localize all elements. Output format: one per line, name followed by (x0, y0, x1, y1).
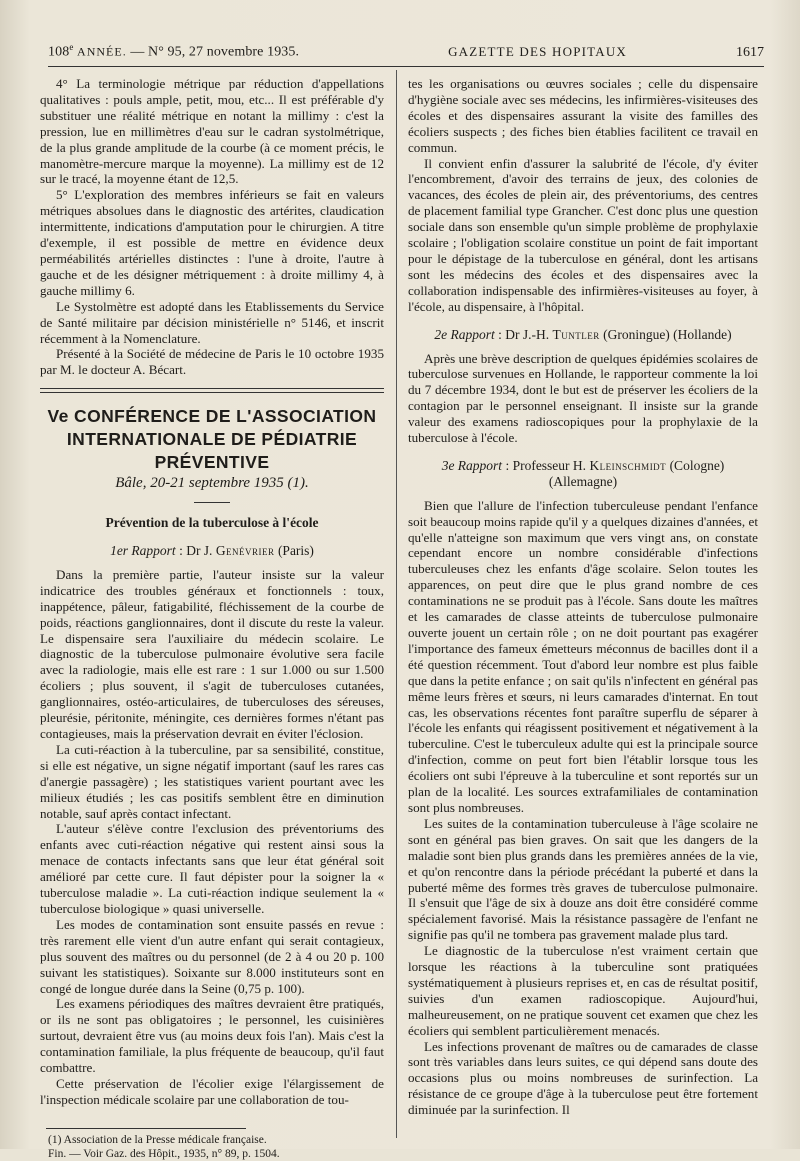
footnote: (1) Association de la Presse médicale française. (48, 1133, 267, 1146)
journal-name: GAZETTE DES HOPITAUX (448, 43, 628, 59)
paragraph: Le Systolmètre est adopté dans les Etablissements du Service de Santé militaire par décision ministérielle n° 5146, et inscrit récemment à la Nomenclature. (40, 298, 384, 346)
report-3-heading: 3e Rapport : Professeur H. Kleinschmidt (Cologne) (Allemagne) (441, 457, 725, 489)
paragraph: Bien que l'allure de l'infection tuberculeuse pendant l'enfance soit beaucoup moins rapide qu'il y a quelques dizaines d'années, et qu'elle n'atteigne son maximum que vers vingt ans, on constate cependant encore un nombre considérable d'infections tuberculeuses chez les enfants d'âge scolaire. Selon toutes les apparences, on peut dire que le plus grand nombre de ces contaminations ne se produit pas à l'école. Sans doute les maîtres et les camarades de classe atteints de tuberculose pulmonaire ouverte jouent un certain rôle ; on ne doit pourtant pas exagérer l'importance des fameux émetteurs méconnus de bacilles dont il a été question récemment. Tout d'abord leur nombre est plus faible que dans la petite enfance ; on sait qu'ils n'infectent en général pas même leurs frères et sœurs, ni leurs camarades d'internat. En tout cas, les observations récentes font paraître superflu de séparer à l'école les enfants qui réagissent positivement et négativement à la tuberculine. C'est le tuberculeux adulte qui est la principale source d'infection, comme on peut fort bien l'établir lorsque tous les écoliers ont subi l'épreuve à la tuberculine et sont reportés sur un plan de la localité. Les sources extrafamiliales de contamination sont plus nombreuses. (408, 497, 758, 815)
paragraph: Le diagnostic de la tuberculose n'est vraiment certain que lorsque les réactions à la tuberculine sont pratiquées systématiquement à plusieurs reprises et, en cas de résultat positif, suivies d'un examen radioscopique. Aujourd'hui, malheureusement, on ne pratique souvent cet examen que chez les écoliers qui semblent particulièrement menacés. (408, 943, 758, 1038)
section-separator (40, 388, 384, 393)
paragraph: 4° La terminologie métrique par réduction d'appellations qualitatives : pouls ample, petit, mou, etc... Il est préférable d'y substituer une réalité métrique en notant la millimy : c'est la pression, lue en millimètres d'eau sur le cadran systolmétrique, de la plus grande amplitude de la courbe (à ce moment précis, le manomètre-mercure marque la moyenne). La millimy est de 12 sur le tracé, la moyenne étant de 12,5. (40, 76, 384, 187)
right-column (408, 76, 758, 1118)
paragraph: La cuti-réaction à la tuberculine, par sa sensibilité, constitue, si elle est négative, un signe négatif important (sauf les rares cas d'anergie passagère) ; les statistiques varient pourtant avec les milieux étudiés ; les cas positifs semblent être en diminution notable, sauf après contact infectant. (40, 741, 384, 821)
paragraph: Présenté à la Société de médecine de Paris le 10 octobre 1935 par M. le docteur A. Bécart. (40, 346, 384, 378)
paragraph: Les infections provenant de maîtres ou de camarades de classe sont très variables dans leurs suites, ce qui dépend sans doute des occasions plus ou moins nombreuses de surinfection. La résistance de ce groupe d'âge à la tuberculose peut être fortement diminuée par la surinfection. Il (408, 1038, 758, 1118)
column-divider (396, 70, 397, 1138)
paragraph: Après une brève description de quelques épidémies scolaires de tuberculose survenues en Hollande, le rapporteur commente la loi du 7 décembre 1934, dont le but est de préserver les écoliers de la contagion par le personnel enseignant. Il insiste sur la grande valeur des examens radioscopiques pour la prophylaxie de la tuberculose à l'école. (408, 350, 758, 446)
footnote: Fin. — Voir Gaz. des Hôpit., 1935, n° 89, p. 1504. (48, 1147, 280, 1160)
conference-subtitle: Bâle, 20-21 septembre 1935 (1). (115, 475, 309, 492)
header-rule (48, 66, 764, 67)
paragraph: Cette préservation de l'écolier exige l'élargissement de l'inspection médicale scolaire par une collaboration de tou- (40, 1075, 384, 1107)
paragraph: L'auteur s'élève contre l'exclusion des préventoriums des enfants avec cuti-réaction négative qui restent ainsi sous la menace de contacts infectants sans que leur état général soit amélioré par cette cure. Il faut dépister pour la soigner la « tuberculose maladie ». La cuti-réaction indique seulement la « tuberculose biologique » quasi universelle. (40, 821, 384, 916)
paragraph: Dans la première partie, l'auteur insiste sur la valeur indicatrice des troubles généraux et fonctionnels : toux, inappétence, pâleur, fatigabilité, fléchissement de la courbe de poids, réactions ganglionnaires, dont il discute du reste la valeur. Le dispensaire sera l'auxiliaire du médecin scolaire. Le diagnostic de la tuberculose pulmonaire évolutive sera facile avec la radiologie, mais elle est rare : 1 sur 1.000 ou sur 1.500 écoliers ; plus souvent, il s'agit de tuberculoses cutanées, ganglionnaires, ostéo-articulaires, de tuberculoses des séreuses, pleurésie, péritonite, méningite, ces dernières formes n'étant pas contagieuses, mais la préservation devrait en éviter l'éclosion. (40, 566, 384, 741)
paragraph: Les examens périodiques des maîtres devraient être pratiqués, or ils ne sont pas obligatoires ; le personnel, les cuisinières surtout, devraient être vus (au moins deux fois l'an). Mais c'est la contamination familiale, la plus fréquente de beaucoup, qu'il faut combattre. (40, 996, 384, 1076)
paragraph: tes les organisations ou œuvres sociales ; celle du dispensaire d'hygiène sociale avec ses médecins, les infirmières-visiteuses des écoles et des dispensaires assurant la visite des familles des écoliers suspects ; des fiches bien établies facilitent ce travail en commun. (408, 76, 758, 155)
left-column (40, 76, 384, 1161)
paragraph: Les suites de la contamination tuberculeuse à l'âge scolaire ne sont en général pas bien graves. On sait que les dangers de la maladie sont bien plus grands dans les premières années de la vie, et qu'on rencontre dans la période précédant la puberté et dans la puberté même des formes très graves de tuberculose pulmonaire. Il s'ensuit que l'âge de six à douze ans doit être considéré comme spécialement favorisé. Mais la résistance passagère de l'enfant ne signifie pas qu'il ne tombera pas gravement malade plus tard. (408, 815, 758, 943)
paragraph: Il convient enfin d'assurer la salubrité de l'école, d'y éviter l'encombrement, d'avoir des terrains de jeux, des colonies de vacances, des écoles de plein air, des préventoriums, des centres de placement familial type Grancher. C'est donc plus une question sociale dans son ensemble qu'un simple problème de prophylaxie scolaire ; l'obligation scolaire constitue un point de fait important pour le dépistage de la tuberculose en général, dont les artisans sont les médecins des écoles et des dispensaires avec la collaboration indispensable des infirmières-visiteuses au foyer, à l'école, au dispensaire, à l'hôpital. (408, 155, 758, 314)
paragraph: Les modes de contamination sont ensuite passés en revue : très rarement elle vient d'un autre enfant qui serait contagieux, plus souvent des maîtres ou du personnel (de 2 à 4 ou 20 p. 100 suivant les statistiques). Soixante sur 8.000 instituteurs sont en congé de longue durée dans la Seine (0,75 p. 100). (40, 916, 384, 996)
short-rule (194, 502, 230, 503)
report-1-heading: 1er Rapport : Dr J. Genévrier (Paris) (110, 543, 314, 559)
issue-info: 108e ANNÉE. — N° 95, 27 novembre 1935. (48, 42, 300, 60)
conference-title: Ve CONFÉRENCE DE L'ASSOCIATION INTERNATIONALE DE PÉDIATRIE PRÉVENTIVE (47, 406, 377, 473)
report-2-heading: 2e Rapport : Dr J.-H. Tuntler (Groningue) (Hollande) (434, 326, 732, 342)
section-title: Prévention de la tuberculose à l'école (105, 515, 319, 531)
page-number: 1617 (736, 44, 764, 60)
paragraph: 5° L'exploration des membres inférieurs se fait en valeurs métriques absolues dans le diagnostic des artérites, claudication intermittente, indications d'amputation pour le chirurgien. A titre d'exemple, il est possible de mettre en évidence deux perméabilités artérielles distinctes : l'une à droite, l'autre à gauche et de les désigner métriquement : à droite millimy 4, à gauche millimy 6. (40, 187, 384, 298)
running-header (48, 42, 764, 64)
footnote-rule (46, 1128, 246, 1129)
